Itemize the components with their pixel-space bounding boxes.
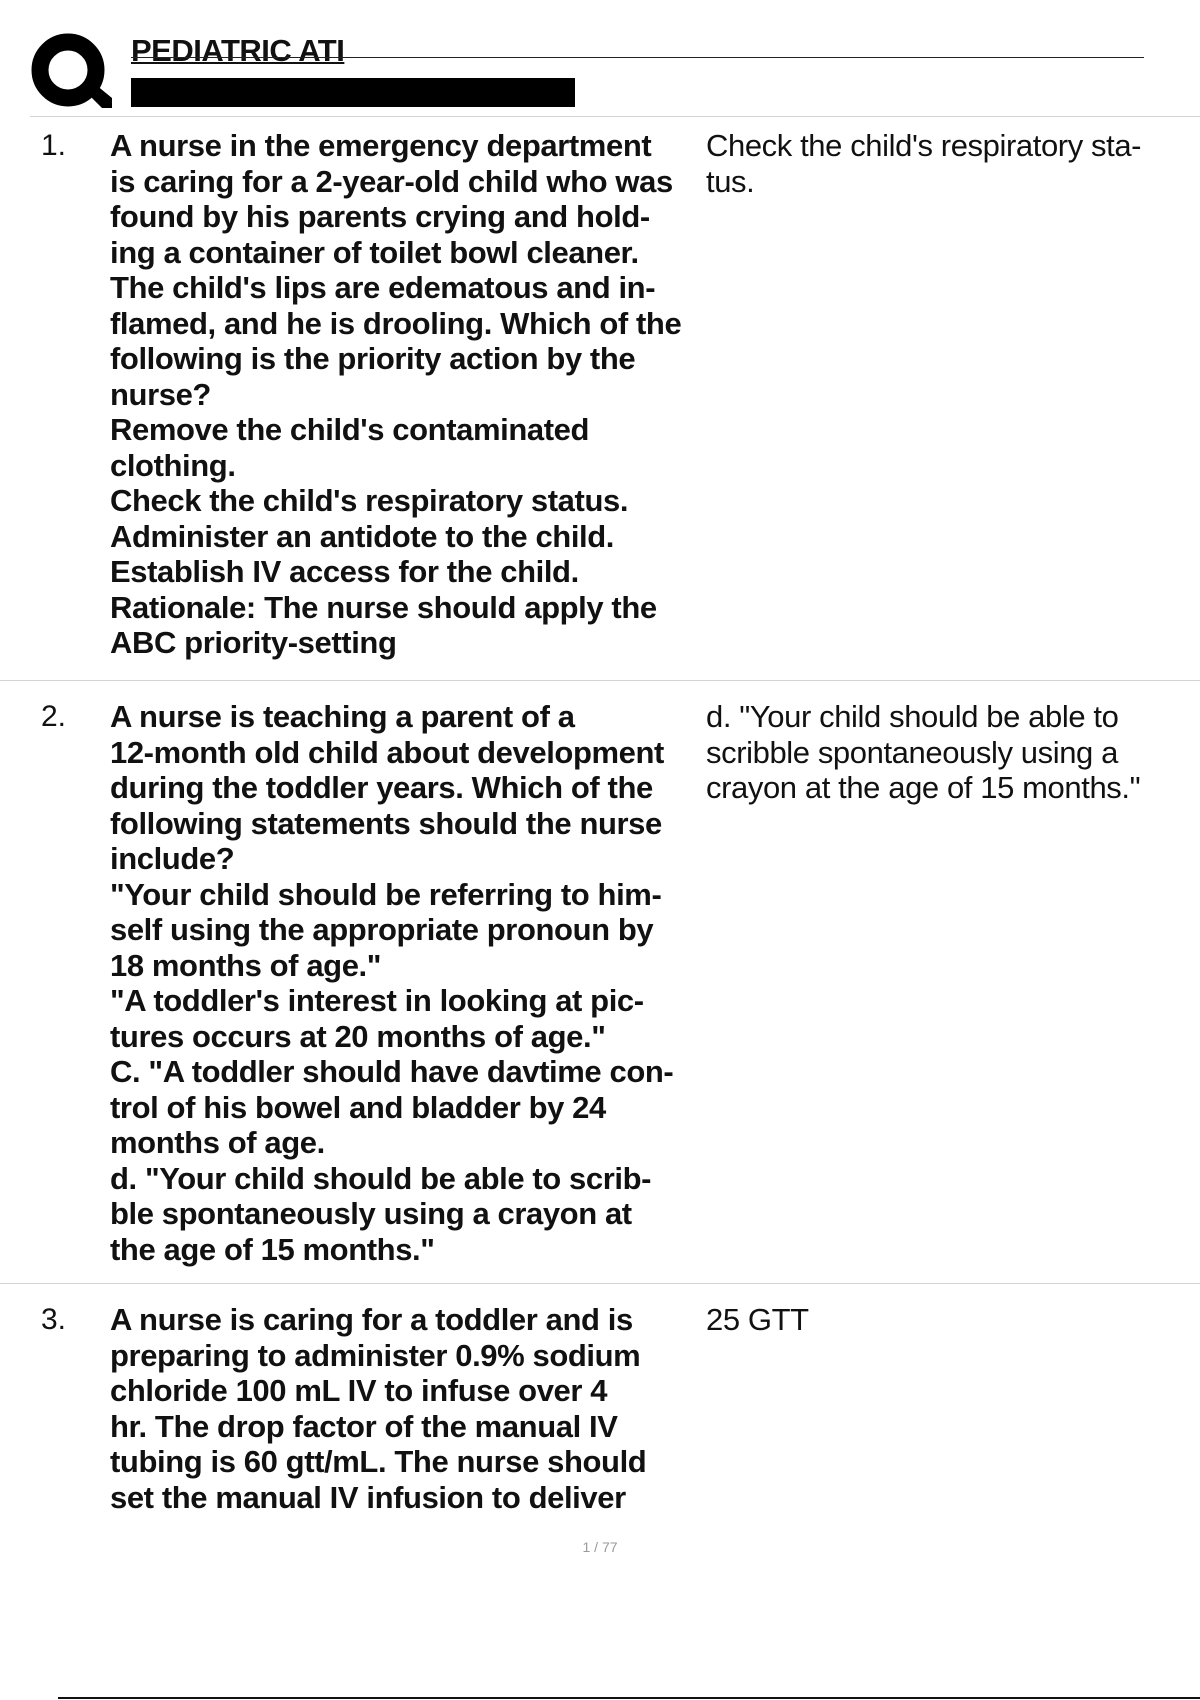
- definition-line: tus.: [706, 163, 755, 199]
- card-spacer: [0, 1284, 1200, 1302]
- term-line: Rationale: The nurse should apply the: [110, 589, 657, 625]
- quizlet-logo-icon: [30, 30, 112, 112]
- term-line: A nurse is teaching a parent of a: [110, 699, 575, 734]
- term-line: tures occurs at 20 months of age.": [110, 1018, 606, 1054]
- term-line: months of age.: [110, 1125, 325, 1160]
- card-term: [110, 1302, 700, 1515]
- flashcard: [0, 699, 1200, 1284]
- term-line: following statements should the nurse: [110, 805, 662, 841]
- term-line: ble spontaneously using a crayon at: [110, 1196, 632, 1231]
- term-line: hr. The drop factor of the manual IV: [110, 1408, 618, 1444]
- card-definition: [706, 1302, 1196, 1338]
- term-line: 12-month old child about development: [110, 734, 664, 770]
- term-line: Check the child's respiratory status.: [110, 483, 629, 518]
- definition-line: crayon at the age of 15 months.": [706, 770, 1141, 805]
- flashcard-list: [0, 128, 1200, 1532]
- term-line: is caring for a 2-year-old child who was: [110, 163, 673, 199]
- term-line: found by his parents crying and hold-: [110, 199, 650, 234]
- term-line: Administer an antidote to the child.: [110, 518, 615, 554]
- card-spacer: [0, 681, 1200, 699]
- term-line: The child's lips are edematous and in-: [110, 270, 656, 305]
- definition-line: Check the child's respiratory sta-: [706, 128, 1142, 163]
- term-line: A nurse is caring for a toddler and is: [110, 1302, 633, 1337]
- term-line: Establish IV access for the child.: [110, 554, 579, 589]
- term-line: preparing to administer 0.9% sodium: [110, 1337, 641, 1373]
- flashcard: [0, 128, 1200, 681]
- term-line: include?: [110, 841, 235, 876]
- footer-rule: [58, 1697, 1200, 1699]
- term-line: Remove the child's contaminated: [110, 412, 590, 447]
- term-line: during the toddler years. Which of the: [110, 770, 653, 805]
- term-line: tubing is 60 gtt/mL. The nurse should: [110, 1444, 647, 1479]
- definition-line: d. "Your child should be able to: [706, 699, 1119, 734]
- card-number: 1.: [41, 129, 67, 162]
- definition-line: 25 GTT: [706, 1302, 809, 1337]
- term-line: "A toddler's interest in looking at pic-: [110, 983, 644, 1018]
- card-number: 2.: [41, 700, 67, 733]
- term-line: clothing.: [110, 447, 236, 483]
- redacted-bar: [131, 78, 575, 107]
- card-definition: [706, 128, 1196, 199]
- term-line: chloride 100 mL IV to infuse over 4: [110, 1373, 608, 1408]
- term-line: 18 months of age.": [110, 947, 382, 983]
- card-term: [110, 699, 700, 1267]
- card-number: 3.: [41, 1303, 67, 1336]
- term-line: following is the priority action by the: [110, 341, 636, 376]
- term-line: A nurse in the emergency department: [110, 128, 652, 163]
- page-header: [0, 0, 1200, 120]
- term-line: ABC priority-setting: [110, 625, 397, 660]
- card-definition: [706, 699, 1196, 806]
- term-line: self using the appropriate pronoun by: [110, 912, 654, 947]
- term-line: trol of his bowel and bladder by 24: [110, 1089, 606, 1125]
- term-line: set the manual IV infusion to deliver: [110, 1479, 626, 1515]
- term-line: nurse?: [110, 376, 211, 412]
- flashcard: [0, 1302, 1200, 1532]
- header-rule: [131, 57, 1144, 58]
- document-title: PEDIATRIC ATI: [131, 33, 345, 68]
- page-indicator: 1 / 77: [582, 1539, 618, 1555]
- header-divider: [30, 116, 1200, 117]
- card-term: [110, 128, 700, 661]
- term-line: "Your child should be referring to him-: [110, 876, 662, 912]
- definition-line: scribble spontaneously using a: [706, 734, 1118, 770]
- term-line: C. "A toddler should have davtime con-: [110, 1054, 674, 1089]
- term-line: the age of 15 months.": [110, 1231, 435, 1267]
- term-line: ing a container of toilet bowl cleaner.: [110, 234, 639, 270]
- term-line: flamed, and he is drooling. Which of the: [110, 305, 682, 341]
- term-line: d. "Your child should be able to scrib-: [110, 1160, 652, 1196]
